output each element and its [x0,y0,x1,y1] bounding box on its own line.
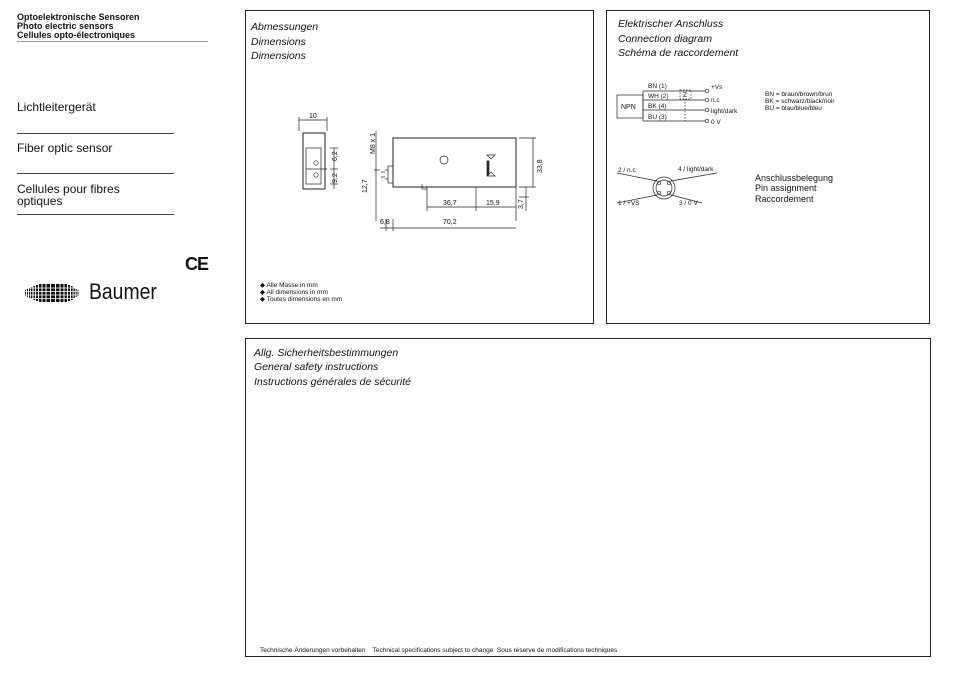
pin-2: 2 / n.c [618,167,636,174]
safety-title-en: General safety instructions [254,361,379,373]
connection-title-en: Connection diagram [618,33,712,45]
note-fr: Toutes dimensions en mm [266,296,343,303]
product-name-fr-1: Cellules pour fibres [17,182,120,196]
pin-assignment-de: Anschlussbelegung [755,173,834,183]
dim-label-70-2: 70,2 [443,219,457,226]
header-line-fr: Cellules opto-électroniques [17,30,136,40]
dim-label-15-9: 15,9 [486,200,500,207]
ce-mark: CE [185,254,209,274]
terminal-0v: 0 V [711,119,721,126]
header-line-de: Optoelektronische Sensoren [17,12,140,22]
legend-bk: BK = schwarz/black/noir [765,98,835,105]
dimensions-notes: ◆ Alle Masse in mm ◆ All dimensions in mm ◆ Toutes dimensions en mm [260,282,343,303]
baumer-logo-icon [25,284,80,302]
dimensions-panel [245,10,594,324]
safety-title-de: Allg. Sicherheitsbestimmungen [254,347,399,359]
terminal-vs: +Vs [711,84,723,91]
connection-title-de: Elektrischer Anschluss [618,18,724,30]
product-divider [17,173,174,174]
dim-label-6-2: 6,2 [332,151,339,161]
header-line-en: Photo electric sensors [17,21,114,31]
terminal-nc: n.c [711,97,720,104]
terminal-light-dark: light/dark [711,108,738,115]
product-name-en: Fiber optic sensor [17,141,113,155]
note-en: All dimensions in mm [266,289,328,296]
connection-title-fr: Schéma de raccordement [618,47,739,59]
product-name-fr-2: optiques [17,194,63,208]
note-de: Alle Masse in mm [266,282,318,289]
brand-name: Baumer [89,279,157,304]
dim-label-36-7: 36,7 [443,200,457,207]
dimensions-title-fr: Dimensions [251,50,306,62]
connection-panel [606,10,930,324]
npn-label: NPN [621,104,636,111]
dim-label-6-8: 6,8 [380,219,390,226]
header-divider [17,41,208,42]
dim-label-m8: M8 x 1 [370,132,377,154]
dim-label-33-8: 33,8 [537,159,544,173]
product-name-de: Lichtleitergerät [17,100,96,114]
product-divider [17,214,174,215]
dim-label-12-7: 12,7 [362,179,369,193]
safety-title-fr: Instructions générales de sécurité [254,376,412,388]
dim-label-9-2: 9,2 [332,173,339,183]
pin-3: 3 / 0 V [679,200,698,207]
legend-bu: BU = blau/blue/bleu [765,105,822,112]
pin-assignment-en: Pin assignment [755,183,817,193]
wire-bu: BU (3) [648,114,667,121]
product-divider [17,133,174,134]
safety-panel [245,338,931,657]
pin-assignment-fr: Raccordement [755,194,814,204]
wire-wh: WH (2) [648,93,669,100]
dim-label-10: 10 [309,113,317,120]
z-marker: Z [683,92,687,99]
dimensions-title-de: Abmessungen [251,21,319,33]
dimensions-title-en: Dimensions [251,36,306,48]
legend-bn: BN = braun/brown/brun [765,91,833,98]
wire-bn: BN (1) [648,83,667,90]
dimension-drawing [246,11,593,323]
footer-note: Technische Änderungen vorbehalten Technical specifications subject to change Sous réserve de modifications techniques [260,647,618,654]
pin-4: 4 / light/dark [678,166,714,173]
pin-1: 1 / +VS [618,200,640,207]
dim-label-3-7: 3,7 [518,199,525,209]
wire-bk: BK (4) [648,103,667,110]
wiring-diagram [607,11,929,323]
